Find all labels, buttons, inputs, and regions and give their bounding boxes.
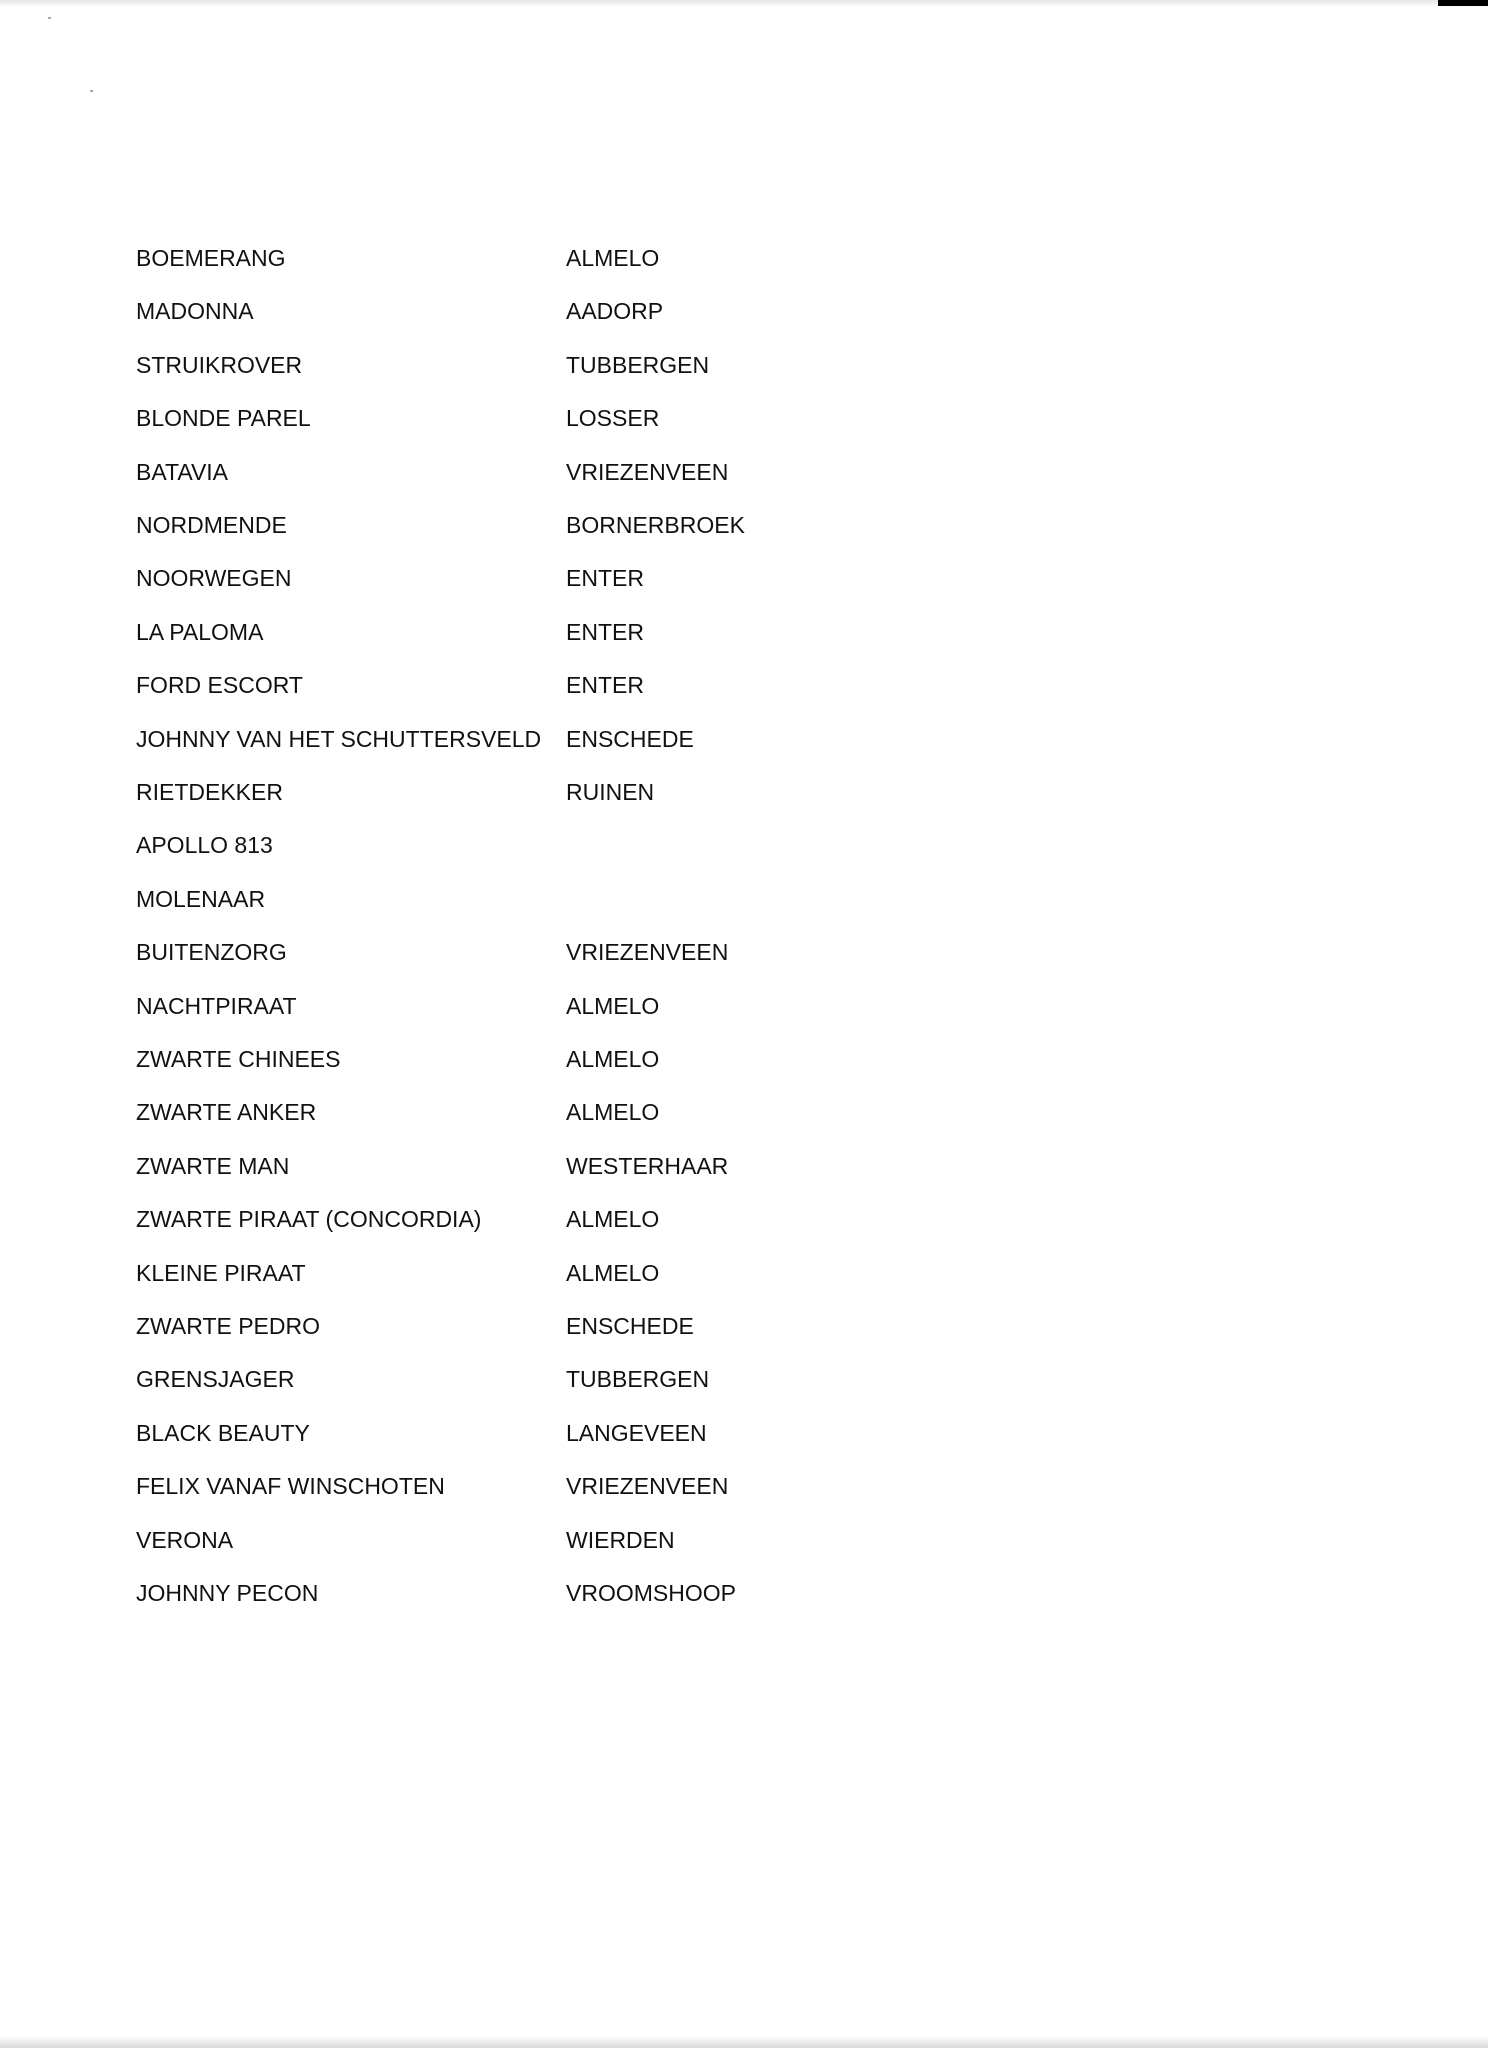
list-row bbox=[0, 1044, 1000, 1078]
list-row bbox=[0, 296, 1000, 330]
entry-place: TUBBERGEN bbox=[566, 1366, 710, 1393]
entry-name: FELIX VANAF WINSCHOTEN bbox=[136, 1473, 445, 1500]
entry-name: VERONA bbox=[136, 1526, 234, 1553]
list-row bbox=[0, 1311, 1000, 1345]
entry-place: ENTER bbox=[566, 672, 644, 699]
list-row bbox=[0, 1418, 1000, 1452]
entry-place: LANGEVEEN bbox=[566, 1419, 707, 1446]
entry-name: RIETDEKKER bbox=[136, 779, 283, 805]
entry-name: GRENSJAGER bbox=[136, 1366, 295, 1393]
entry-place: ENTER bbox=[566, 565, 644, 592]
entry-place: ALMELO bbox=[566, 1046, 660, 1072]
list-row bbox=[0, 350, 1000, 384]
entry-place: VRIEZENVEEN bbox=[566, 458, 729, 485]
entry-name: FORD ESCORT bbox=[136, 672, 303, 699]
entry-place: ENTER bbox=[566, 618, 644, 645]
entry-place: VRIEZENVEEN bbox=[566, 939, 729, 966]
entry-place: VROOMSHOOP bbox=[566, 1580, 736, 1606]
entry-name: APOLLO 813 bbox=[136, 832, 273, 859]
entry-name: ZWARTE PEDRO bbox=[136, 1313, 321, 1339]
list-row bbox=[0, 1578, 1000, 1612]
entry-name: BATAVIA bbox=[136, 458, 229, 485]
list-row bbox=[0, 403, 1000, 437]
list-row bbox=[0, 884, 1000, 918]
list-row bbox=[0, 1364, 1000, 1398]
entry-name: ZWARTE CHINEES bbox=[136, 1046, 341, 1072]
list-row bbox=[0, 1097, 1000, 1131]
list-row bbox=[0, 1258, 1000, 1292]
entry-place: VRIEZENVEEN bbox=[566, 1473, 729, 1500]
list-row bbox=[0, 1471, 1000, 1505]
entry-name: MOLENAAR bbox=[136, 885, 266, 912]
entry-place: ALMELO bbox=[566, 1259, 660, 1286]
entry-name: NORDMENDE bbox=[136, 512, 287, 538]
entry-place: ALMELO bbox=[566, 245, 660, 271]
list-row bbox=[0, 563, 1000, 597]
entry-place: TUBBERGEN bbox=[566, 351, 710, 378]
entry-name: KLEINE PIRAAT bbox=[136, 1259, 306, 1286]
list-row bbox=[0, 1525, 1000, 1559]
list-row bbox=[0, 724, 1000, 758]
entry-place: ENSCHEDE bbox=[566, 1313, 694, 1339]
list-row bbox=[0, 243, 1000, 277]
entry-name: BLONDE PAREL bbox=[136, 405, 311, 432]
list-row bbox=[0, 617, 1000, 651]
entry-place: LOSSER bbox=[566, 405, 660, 432]
entry-place: RUINEN bbox=[566, 779, 655, 805]
list-row bbox=[0, 991, 1000, 1025]
entry-name: BLACK BEAUTY bbox=[136, 1419, 310, 1446]
entry-place: WIERDEN bbox=[566, 1526, 675, 1553]
list-row bbox=[0, 457, 1000, 491]
scan-edge-bottom bbox=[0, 2036, 1488, 2048]
entry-place: AADORP bbox=[566, 298, 664, 325]
entry-name: LA PALOMA bbox=[136, 618, 264, 645]
entry-name: JOHNNY VAN HET SCHUTTERSVELD bbox=[136, 725, 542, 752]
entry-name: NOORWEGEN bbox=[136, 565, 292, 592]
entry-place: WESTERHAAR bbox=[566, 1152, 729, 1179]
entry-name: JOHNNY PECON bbox=[136, 1580, 319, 1606]
entry-name: BUITENZORG bbox=[136, 939, 287, 966]
entry-name: BOEMERANG bbox=[136, 245, 286, 271]
list-row bbox=[0, 510, 1000, 544]
entry-place: ENSCHEDE bbox=[566, 725, 694, 752]
entry-name: ZWARTE PIRAAT (CONCORDIA) bbox=[136, 1206, 482, 1233]
entry-name: ZWARTE MAN bbox=[136, 1152, 290, 1179]
list-row bbox=[0, 1204, 1000, 1238]
list-row bbox=[0, 1151, 1000, 1185]
list-row bbox=[0, 670, 1000, 704]
list-row bbox=[0, 937, 1000, 971]
entry-name: ZWARTE ANKER bbox=[136, 1099, 317, 1126]
list-row bbox=[0, 830, 1000, 864]
entry-name: NACHTPIRAAT bbox=[136, 992, 297, 1019]
entry-place: ALMELO bbox=[566, 992, 660, 1019]
entry-place: ALMELO bbox=[566, 1099, 660, 1126]
entry-name: STRUIKROVER bbox=[136, 351, 303, 378]
list-row bbox=[0, 777, 1000, 811]
entry-name: MADONNA bbox=[136, 298, 254, 325]
entry-place: ALMELO bbox=[566, 1206, 660, 1233]
entry-place: BORNERBROEK bbox=[566, 512, 745, 538]
